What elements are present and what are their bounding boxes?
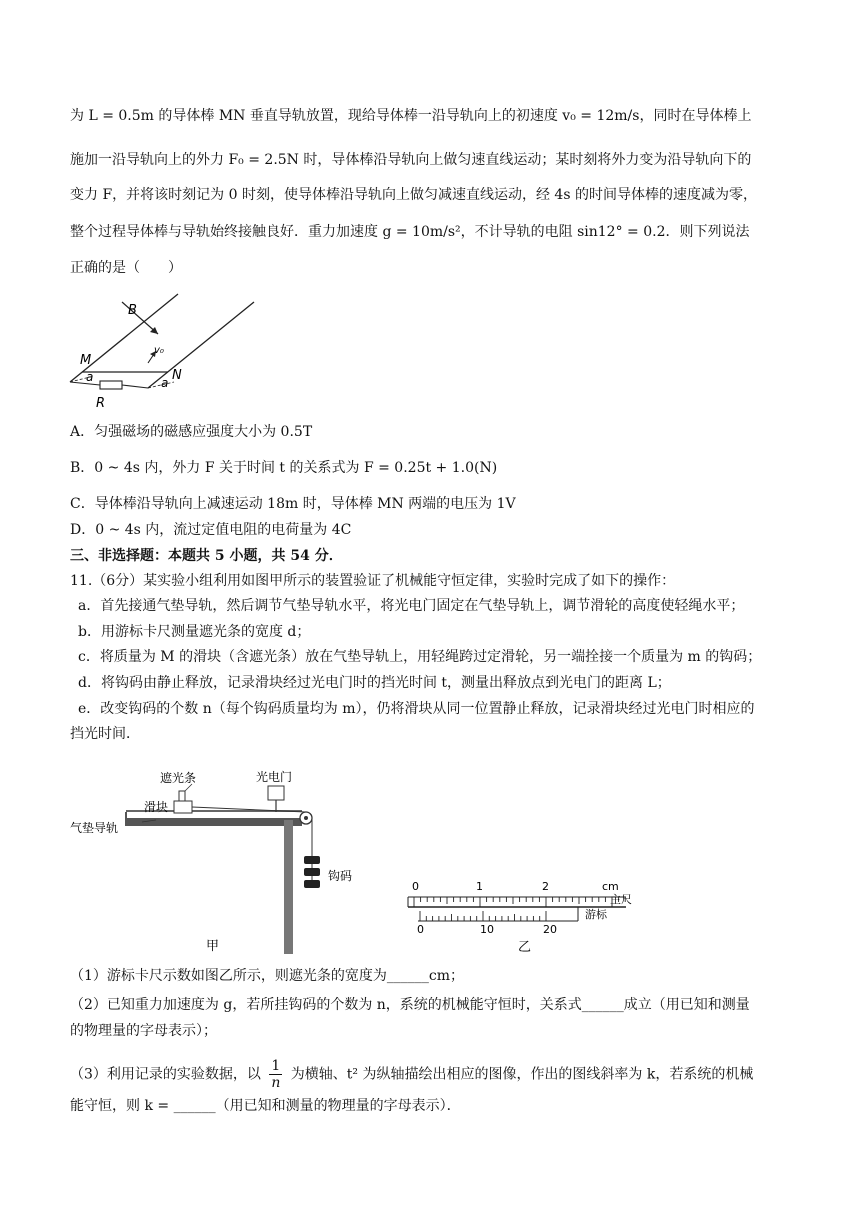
- main-tick-label-1: 1: [476, 880, 483, 893]
- label-zheguangtiao: 遮光条: [160, 771, 197, 785]
- question-1: （1）游标卡尺示数如图乙所示，则遮光条的宽度为______cm；: [70, 968, 465, 984]
- unit-cm: cm: [602, 880, 619, 893]
- step-d: d．将钩码由静止释放，记录滑块经过光电门时的挡光时间 t，测量出释放点到光电门的距离 L；: [78, 675, 671, 691]
- main-tick-label-2: 2: [542, 880, 549, 893]
- vernier-figure: [400, 876, 660, 956]
- label-n: N: [172, 368, 182, 383]
- step-c: c．将质量为 M 的滑块（含遮光条）放在气垫导轨上，用轻绳跨过定滑轮，另一端拴接一个质量为 m 的钩码；: [78, 649, 762, 665]
- label-guangdianmen: 光电门: [256, 770, 293, 784]
- caption-yi: 乙: [518, 940, 532, 955]
- question-2-line-2: 的物理量的字母表示）；: [70, 1023, 217, 1039]
- step-e-cont: 挡光时间．: [70, 726, 140, 742]
- question-3-line-1: [70, 1058, 753, 1091]
- label-angle-1: a: [86, 370, 94, 384]
- option-b: B．0 ~ 4s 内，外力 F 关于时间 t 的关系式为 F = 0.25t + 1.0(N): [70, 460, 498, 476]
- label-b: B: [128, 303, 137, 318]
- problem10-line-3: 变力 F，并将该时刻记为 0 时刻，使导体棒沿导轨向上做匀减速直线运动，经 4s 的时间导体棒的速度减为零，: [70, 187, 757, 203]
- question-3-line-2: 能守恒，则 k = ______（用已知和测量的物理量的字母表示）．: [70, 1098, 461, 1114]
- main-scale-label: 主尺: [610, 893, 632, 906]
- problem10-line-4: 整个过程导体棒与导轨始终接触良好．重力加速度 g = 10m/s²，不计导轨的电阻 sin12° = 0.2．则下列说法: [70, 224, 750, 240]
- step-b: b．用游标卡尺测量遮光条的宽度 d；: [78, 624, 311, 640]
- question-2-line-1: （2）已知重力加速度为 g，若所挂钩码的个数为 n，系统的机械能守恒时，关系式______成立（用已知和测量: [70, 997, 750, 1013]
- label-huakuai: 滑块: [144, 800, 169, 814]
- problem10-line-5: 正确的是（ ）: [70, 260, 182, 276]
- option-c: C．导体棒沿导轨向上减速运动 18m 时，导体棒 MN 两端的电压为 1V: [70, 496, 516, 512]
- section-3-heading: 三、非选择题：本题共 5 小题，共 54 分．: [70, 548, 343, 564]
- vernier-tick-label-20: 20: [543, 923, 557, 936]
- step-a: a．首先接通气垫导轨，然后调节气垫导轨水平，将光电门固定在气垫导轨上，调节滑轮的高度使轻绳水平；: [78, 598, 745, 614]
- apparatus-figure: [66, 760, 366, 955]
- label-m: M: [80, 353, 92, 368]
- vernier-tick-label-10: 10: [480, 923, 494, 936]
- label-r: R: [96, 396, 106, 411]
- problem10-line-2: 施加一沿导轨向上的外力 F₀ = 2.5N 时，导体棒沿导轨向上做匀速直线运动；某时刻将外力变为沿导轨向下的: [70, 152, 752, 168]
- label-angle-2: a: [161, 376, 169, 390]
- fraction-1-over-n: [269, 1058, 282, 1091]
- main-tick-label-0: 0: [412, 880, 419, 893]
- caption-jia: 甲: [206, 939, 220, 954]
- label-qidian: 气垫导轨: [70, 821, 119, 835]
- problem10-line-1: 为 L = 0.5m 的导体棒 MN 垂直导轨放置，现给导体棒一沿导轨向上的初速度 v₀ = 12m/s，同时在导体棒上: [70, 108, 752, 124]
- step-e: e．改变钩码的个数 n（每个钩码质量均为 m），仍将滑块从同一位置静止释放，记录滑块经过光电门时相应的: [78, 701, 755, 717]
- label-gouma: 钩码: [328, 869, 353, 883]
- question-3-prefix: （3）利用记录的实验数据，以: [70, 1066, 261, 1083]
- problem11-intro: 11.（6分）某实验小组利用如图甲所示的装置验证了机械能守恒定律，实验时完成了如下的操作：: [70, 573, 676, 589]
- label-v0: v₀: [154, 345, 164, 356]
- option-d: D．0 ~ 4s 内，流过定值电阻的电荷量为 4C: [70, 522, 352, 538]
- fraction-denominator: n: [271, 1075, 281, 1091]
- option-a: A．匀强磁场的磁感应强度大小为 0.5T: [70, 424, 313, 440]
- fraction-numerator: 1: [271, 1058, 281, 1074]
- vernier-tick-label-0: 0: [417, 923, 424, 936]
- vernier-scale-label: 游标: [585, 908, 607, 921]
- incline-rail-figure: [66, 290, 266, 415]
- question-3-suffix: 为横轴、t² 为纵轴描绘出相应的图像，作出的图线斜率为 k，若系统的机械: [290, 1066, 754, 1083]
